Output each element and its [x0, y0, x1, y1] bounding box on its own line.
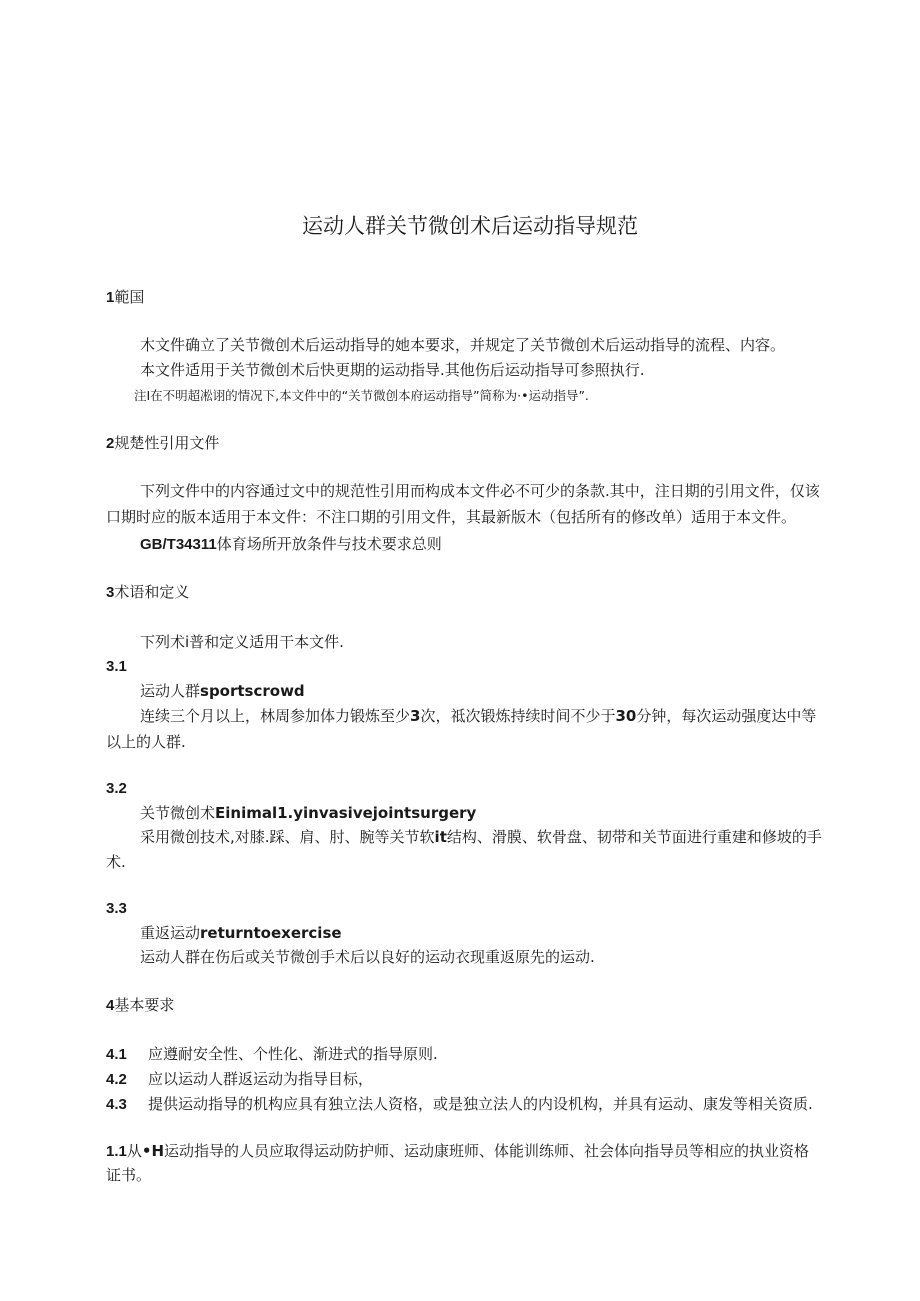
definition-text: it — [434, 828, 447, 846]
section-title: 基本要求 — [114, 996, 175, 1014]
term-en: sportscrowd — [200, 682, 305, 700]
term-definition-line-2: 术. — [106, 853, 126, 871]
scope-paragraph-1: 木文件确立了关节微创术后运动指导的她本要求，并规定了关节微创术后运动指导的流程、内容。 — [140, 336, 786, 354]
requirement-text: 提供运动指导的机构应具有独立法人资格，或是独立法人的内设机构，并具有运动、康发等相关资质. — [148, 1095, 813, 1113]
requirement-text: 从 — [126, 1142, 142, 1160]
requirement-item — [106, 1069, 373, 1090]
term-zh: 重返运动 — [140, 924, 201, 942]
section-number: 4 — [106, 997, 115, 1014]
section-4-heading — [106, 995, 174, 1016]
section-number: 2 — [106, 435, 115, 452]
term-number: 3.1 — [106, 658, 127, 675]
definition-text: 结构、滑膜、软骨盘、韧带和关节面进行重建和修坡的手 — [446, 828, 822, 846]
term-definition-line-2: 以上的人群. — [106, 733, 186, 751]
reference-code: GB/T34311 — [140, 536, 217, 553]
requirement-extra-line-1 — [106, 1141, 809, 1162]
term-zh: 关节微创术 — [140, 804, 216, 822]
requirement-text: •H — [141, 1142, 165, 1160]
section-title: 规楚性引用文件 — [114, 434, 220, 452]
term-zh: 运动人群 — [140, 682, 201, 700]
definition-number: 3 — [410, 707, 421, 725]
requirement-item — [106, 1094, 813, 1115]
definition-text: 分钟，每次运动强度达中等 — [636, 707, 817, 725]
definition-text: 采用微创技术,对膝.踩、肩、肘、腕等关节软 — [140, 828, 435, 846]
section-title: 範国 — [114, 288, 145, 306]
term-definition-line-1: 运动人群在伤后或关节微创手术后以良好的运动衣现重返原先的运动. — [140, 948, 595, 966]
term-number: 3.3 — [106, 900, 127, 917]
term-en: returntoexercise — [200, 924, 342, 942]
reference-title: 体育场所开放条件与技术要求总则 — [216, 535, 442, 553]
requirement-text: 应遵耐安全性、个性化、渐进式的指导原则. — [148, 1045, 438, 1063]
requirement-text: 运动指导的人员应取得运动防护师、运动康班师、体能训练师、社会体向指导员等相应的执业资格 — [164, 1142, 810, 1160]
scope-note: 注I在不明超凇诩的情况下,本文件中的“关节微创本府运动指导”简称为·•运动指导”. — [134, 388, 589, 403]
term-definition-line-1 — [140, 706, 816, 726]
section-2-heading — [106, 433, 219, 454]
section-number: 1 — [106, 289, 115, 306]
requirement-text: 应以运动人群返运动为指导目标， — [148, 1070, 374, 1088]
term-definition-line-1 — [140, 827, 822, 847]
term-number: 3.2 — [106, 780, 127, 797]
references-paragraph-line-2: 口期时应的版本适用于本文件：不注口期的引用文件，其最新版木（包括所有的修改单）适用于本文件。 — [106, 508, 797, 526]
requirement-item — [106, 1044, 438, 1065]
definition-number: 30 — [615, 707, 637, 725]
reference-entry — [140, 534, 442, 555]
section-title: 术语和定义 — [114, 583, 190, 601]
term-en: Einimal1.yinvasivejointsurgery — [215, 804, 477, 822]
requirement-extra-line-2: 证书。 — [106, 1166, 152, 1184]
references-paragraph-line-1: 下列文件中的内容通过文中的规范性引用而构成本文件必不可少的条款.其中，注日期的引用文件，仅该 — [140, 482, 820, 500]
requirement-number: 4.1 — [106, 1046, 127, 1063]
requirement-number: 4.3 — [106, 1096, 127, 1113]
section-number: 3 — [106, 584, 115, 601]
section-3-heading — [106, 582, 189, 603]
requirement-number: 4.2 — [106, 1071, 127, 1088]
definition-text: 次，祗次锻炼持续时间不少于 — [420, 707, 616, 725]
terms-intro: 下列术i普和定义适用干本文件. — [140, 633, 344, 651]
term-name — [140, 803, 476, 823]
definition-text: 连续三个月以上，林周参加体力锻炼至少 — [140, 707, 411, 725]
section-1-heading — [106, 287, 144, 308]
term-name — [140, 681, 305, 701]
scope-paragraph-2: 本文件适用于关节微创术后快更期的运动指导.其他伤后运动指导可参照执行. — [140, 361, 645, 379]
document-title: 运动人群关节微创术后运动指导规范 — [302, 214, 638, 238]
requirement-number: 1.1 — [106, 1143, 127, 1160]
term-name — [140, 923, 342, 943]
